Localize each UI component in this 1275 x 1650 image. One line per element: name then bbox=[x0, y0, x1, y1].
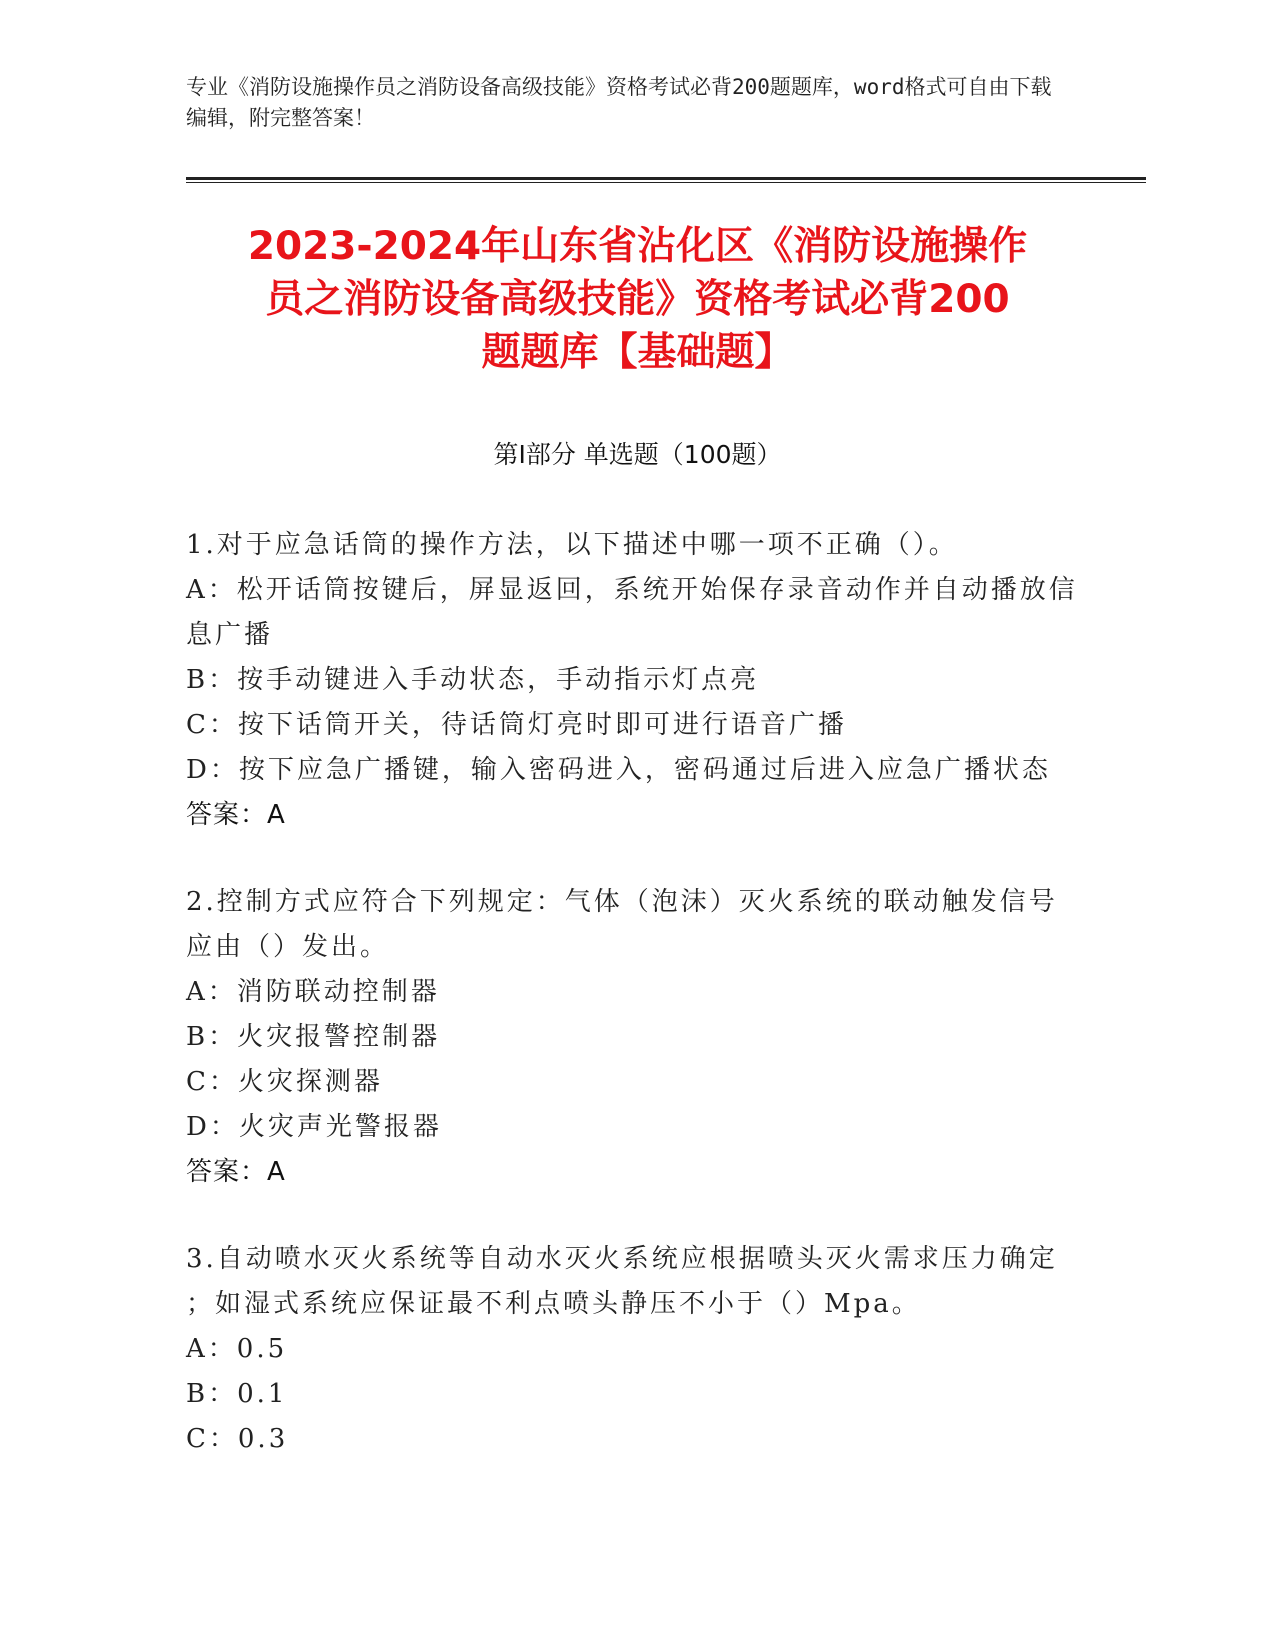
question-1 bbox=[186, 523, 1086, 838]
question-stem: 3.自动喷水灭火系统等自动水灭火系统应根据喷头灭火需求压力确定 bbox=[186, 1244, 1058, 1274]
option-b: B：0.1 bbox=[186, 1379, 288, 1409]
header-divider-thick bbox=[186, 177, 1146, 180]
option-c: C：0.3 bbox=[186, 1424, 289, 1454]
answer-line bbox=[186, 1150, 1086, 1195]
document-title bbox=[150, 220, 1125, 379]
option-b: B：火灾报警控制器 bbox=[186, 1022, 441, 1052]
question-stem-continued: ；如湿式系统应保证最不利点喷头静压不小于（）Mpa。 bbox=[186, 1289, 921, 1319]
option-c: C：火灾探测器 bbox=[186, 1067, 383, 1097]
title-line: 题题库【基础题】 bbox=[481, 330, 794, 375]
option-c: C：按下话筒开关，待话筒灯亮时即可进行语音广播 bbox=[186, 710, 847, 740]
answer-line bbox=[186, 793, 1086, 838]
question-stem: 2.控制方式应符合下列规定：气体（泡沫）灭火系统的联动触发信号应由（）发出。 bbox=[186, 887, 1058, 962]
option-a: A：0.5 bbox=[186, 1334, 288, 1364]
option-d: D：按下应急广播键，输入密码进入，密码通过后进入应急广播状态 bbox=[186, 755, 1051, 785]
answer-value: A bbox=[267, 1157, 286, 1187]
question-2 bbox=[186, 880, 1086, 1195]
title-line: 员之消防设备高级技能》资格考试必背200 bbox=[265, 277, 1010, 322]
option-a: A：松开话筒按键后，屏显返回，系统开始保存录音动作并自动播放信息广播 bbox=[186, 575, 1078, 650]
title-line: 2023-2024年山东省沾化区《消防设施操作 bbox=[247, 224, 1028, 269]
header-divider-thin bbox=[186, 182, 1146, 183]
option-b: B：按手动键进入手动状态，手动指示灯点亮 bbox=[186, 665, 760, 695]
question-list bbox=[186, 523, 1086, 1504]
header-note: 专业《消防设施操作员之消防设备高级技能》资格考试必背200题题库，word格式可自由下载编辑，附完整答案！ bbox=[186, 75, 1052, 130]
answer-label: 答案： bbox=[186, 1157, 268, 1187]
question-stem: 1.对于应急话筒的操作方法，以下描述中哪一项不正确（）。 bbox=[186, 530, 958, 560]
option-d: D：火灾声光警报器 bbox=[186, 1112, 442, 1142]
answer-label: 答案： bbox=[186, 800, 268, 830]
section-title: 第Ⅰ部分 单选题（100题） bbox=[493, 440, 782, 469]
option-a: A：消防联动控制器 bbox=[186, 977, 440, 1007]
question-3 bbox=[186, 1237, 1086, 1462]
answer-value: A bbox=[267, 800, 286, 830]
